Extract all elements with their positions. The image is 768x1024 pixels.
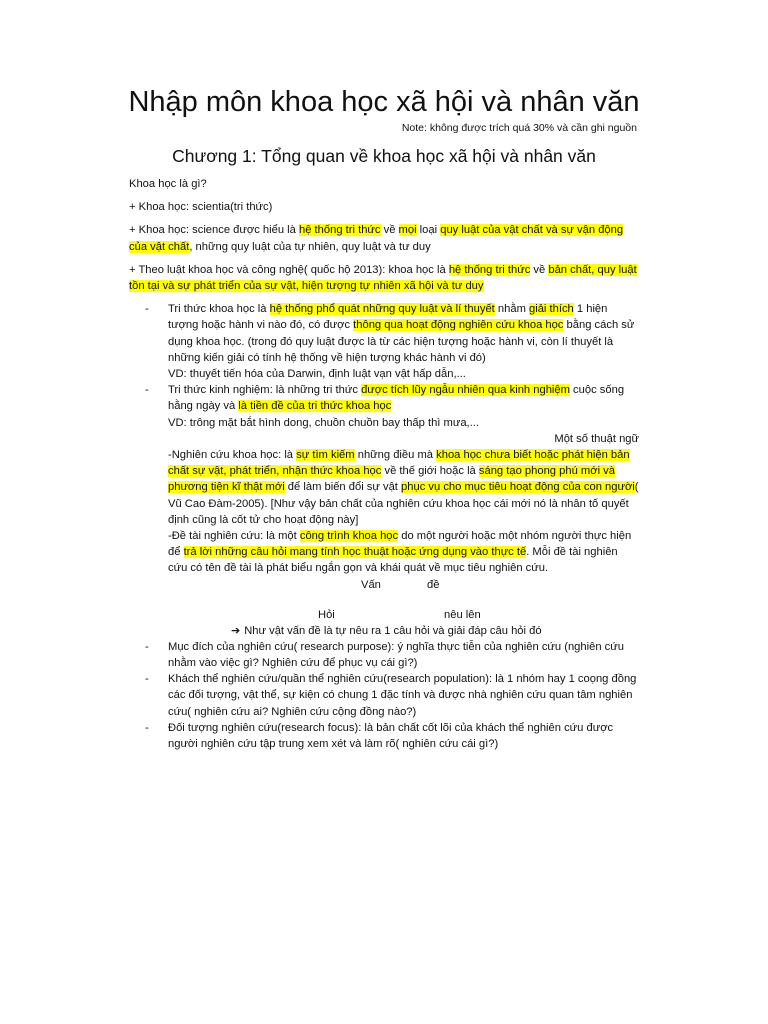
terms-heading: Một số thuật ngữ [554,432,639,445]
highlight: quy luật của vật chất và sự vận động của vật chất [129,224,624,253]
word-row-bottom [129,607,639,623]
text: -Đề tài nghiên cứu: là một [168,530,300,543]
highlight: hệ thống phổ quát những quy luật và lí thuyết [269,303,495,316]
chapter-heading: Chương 1: Tổng quan về khoa học xã hội và nhân văn [172,146,596,166]
research-terms-list [129,639,639,752]
conclusion-text: Như vật vấn đề là tự nêu ra 1 câu hỏi và giải đáp câu hỏi đó [244,624,542,637]
text: . Mỗi đề tài nghiên cứu có tên đề tài là phát biểu ngắn gọn và khái quát về mục tiêu nghiên cứu. [168,546,618,575]
word-row-top [129,577,639,593]
paragraph-definition-1: + Khoa học: scientia(tri thức) [129,201,273,214]
text: , những quy luật của tự nhiên, quy luật và tư duy [189,240,431,253]
highlight: sáng tạo phong phú mới và phương tiện kĩ thật mới [168,465,615,494]
text: về thế giới hoặc là [381,465,479,478]
list-item-research-focus [129,720,639,752]
text: cuộc sống hằng ngày và [168,384,625,413]
text: -Nghiên cứu khoa học: là [168,449,297,462]
highlight: khoa học chưa biết hoặc phát hiện bản chất sự vật, phát triển, nhận thức khoa học [168,449,630,478]
conclusion-line [129,623,639,639]
text: nhằm [494,303,529,316]
text: + Theo luật khoa học và công nghệ( quốc hộ 2013): khoa học là [129,263,449,276]
document-body [129,176,639,752]
word-hoi: Hỏi [318,608,335,621]
dash-bullet: - [145,721,149,734]
text: Mục đích của nghiên cứu( research purpose): ý nghĩa thực tiễn của nghiên cứu (nghiên cứu nhằm vào việc gì? Nghiên cứu để phục vụ cái gì?) [168,640,624,670]
highlight: giải thích [529,303,574,316]
knowledge-list [129,301,639,431]
word-de: đề [427,578,440,591]
text: 1 hiện tượng hoặc hành vi nào đó, có được [168,303,608,332]
highlight: là tiền đề của tri thức khoa học [238,400,392,413]
term-research-topic [129,528,639,577]
list-item-experiential-knowledge [129,382,639,431]
text: để làm biến đổi sự vật [284,481,402,494]
highlight: được tích lũy ngẫu nhiên qua kinh nghiệm [361,384,570,397]
dash-bullet: - [145,384,149,397]
example-text: VD: trông mặt bắt hình dong, chuồn chuồn bay thấp thì mưa,... [168,416,479,429]
highlight: bản chất, quy luật tồn tại và sự phát triển của sự vật, hiện tượng tự nhiên xã hội và tư duy [129,263,637,293]
term-scientific-research [129,447,639,528]
text: ( Vũ Cao Đàm-2005). [Như vậy bản chất của nghiên cứu khoa học cái mới nó là nhân tố quyết định cũng là cốt tử cho hoạt động này] [168,481,639,526]
text: loại [416,224,441,237]
right-arrow-icon: ➔ [231,623,241,637]
text: về [530,263,549,276]
word-van: Vấn [361,578,381,591]
document-title: Nhập môn khoa học xã hội và nhân văn [128,86,640,118]
text: những điều mà [354,449,437,462]
paragraph-definition-2 [129,222,639,254]
highlight: thông qua hoạt động nghiên cứu khoa học [353,319,564,332]
text: do một người hoặc một nhóm người thực hiện để [168,530,632,559]
dash-bullet: - [145,673,149,686]
text: bằng cách sử dụng khoa học. (trong đó quy luật được là từ các hiện tượng hoặc hành vi, còn lí thuyết là những kiến giải có tính hệ thống về hiện tượng khác hành vi đó) [168,319,635,364]
highlight: phục vụ cho mục tiêu hoạt động của con người [401,481,635,494]
text: + Khoa học: science được hiểu là [129,224,299,237]
text: Tri thức kinh nghiệm: là những tri thức [168,384,362,397]
highlight: công trình khoa học [299,530,399,543]
highlight: mọi [398,224,417,237]
dash-bullet: - [145,640,149,653]
paragraph-law-definition [129,262,639,294]
highlight: trả lời những câu hỏi mang tính học thuật hoặc ứng dụng vào thực tế [183,546,527,559]
highlight: sự tìm kiếm [296,449,355,462]
paragraph-question: Khoa học là gì? [129,178,207,190]
source-note: Note: không được trích quá 30% và cần ghi nguồn [401,122,637,134]
text: về [380,224,399,237]
word-neulen: nêu lên [444,608,481,621]
list-item-research-population [129,671,639,720]
text: Tri thức khoa học là [168,303,270,316]
list-item-research-purpose [129,639,639,671]
example-text: VD: thuyết tiến hóa của Darwin, định luật vạn vật hấp dẫn,... [168,368,466,381]
text: Khách thể nghiên cứu/quần thể nghiên cứu(research population): là 1 nhóm hay 1 coọng đồng các đối tượng, vật thể, sự kiện có chung 1 đặc tính và được nhà nghiên cứu quan tâm nghiên cứu( nghiên cứu ai? Nghiên cứu cộng đồng nào?) [168,673,637,718]
list-item-scientific-knowledge [129,301,639,382]
dash-bullet: - [145,303,149,316]
text: Đối tượng nghiên cứu(research focus): là bản chất cốt lõi của khách thể nghiên cứu được người nghiên cứu tập trung xem xét và làm rõ( nghiên cứu cái gì?) [168,721,614,751]
highlight: hệ thống tri thức [448,263,531,276]
highlight: hệ thống tri thức [299,224,381,237]
